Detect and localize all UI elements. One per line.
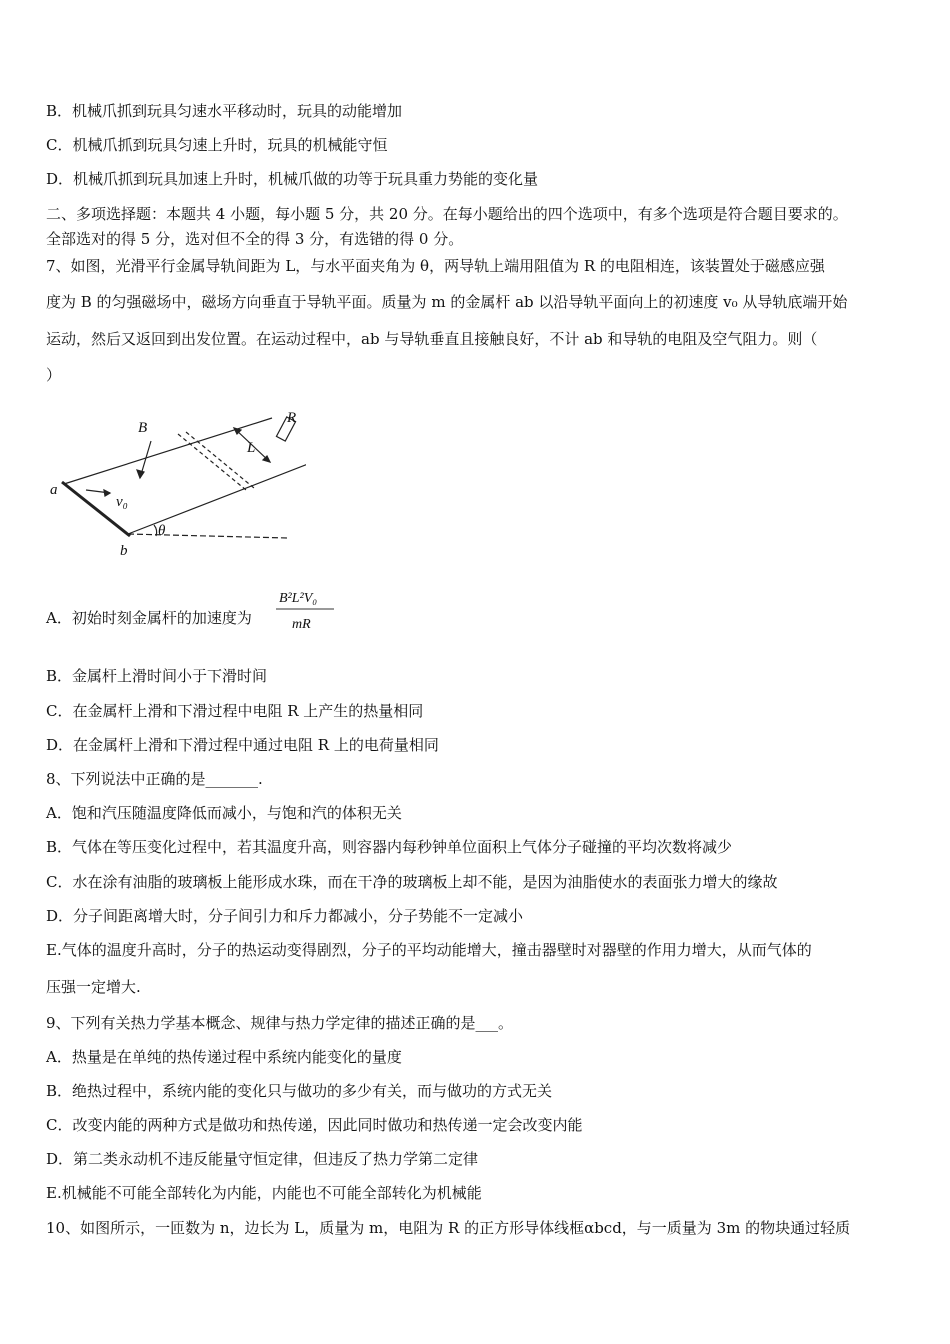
option-b-q7: B．金属杆上滑时间小于下滑时间 <box>46 667 268 685</box>
option-b-q8: B．气体在等压变化过程中，若其温度升高，则容器内每秒钟单位面积上气体分子碰撞的平均次数将减少 <box>46 838 733 856</box>
label-r: R <box>287 410 297 426</box>
formula-denominator: mR <box>292 617 311 632</box>
formula-numerator: B²L²V₀ <box>279 591 318 606</box>
question-9: 9、下列有关热力学基本概念、规律与热力学定律的描述正确的是___。 <box>46 1014 514 1032</box>
question-7-line-4: ） <box>46 366 62 384</box>
label-b-end: b <box>120 543 128 559</box>
label-b-field: B <box>138 420 148 436</box>
option-e-q8-line-2: 压强一定增大. <box>46 978 141 996</box>
section-note: 全部选对的得 5 分，选对但不全的得 3 分，有选错的得 0 分。 <box>46 230 464 248</box>
question-7-line-1: 7、如图，光滑平行金属导轨间距为 L，与水平面夹角为 θ，两导轨上端用阻值为 R 的电阻相连，该装置处于磁感应强 <box>46 257 825 275</box>
option-c-q9: C．改变内能的两种方式是做功和热传递，因此同时做功和热传递一定会改变内能 <box>46 1116 583 1134</box>
question-8: 8、下列说法中正确的是_______. <box>46 770 263 788</box>
option-d-q9: D．第二类永动机不违反能量守恒定律，但违反了热力学第二定律 <box>46 1150 479 1168</box>
rail-diagram <box>46 402 306 562</box>
option-e-q9: E.机械能不可能全部转化为内能，内能也不可能全部转化为机械能 <box>46 1184 482 1202</box>
question-7-line-2: 度为 B 的匀强磁场中，磁场方向垂直于导轨平面。质量为 m 的金属杆 ab 以沿导轨平面向上的初速度 v₀ 从导轨底端开始 <box>46 293 848 311</box>
label-v0: v₀ <box>116 494 128 510</box>
option-c-q6: C．机械爪抓到玩具匀速上升时，玩具的机械能守恒 <box>46 136 388 154</box>
acceleration-formula <box>274 584 336 634</box>
label-l: L <box>247 440 256 456</box>
label-theta: θ <box>158 523 166 539</box>
option-b-q6: B．机械爪抓到玩具匀速水平移动时，玩具的动能增加 <box>46 102 403 120</box>
option-a-q7: A．初始时刻金属杆的加速度为 <box>46 609 252 627</box>
option-e-q8-line-1: E.气体的温度升高时，分子的热运动变得剧烈，分子的平均动能增大，撞击器壁时对器壁的作用力增大，从而气体的 <box>46 941 812 959</box>
question-7-line-3: 运动，然后又返回到出发位置。在运动过程中，ab 与导轨垂直且接触良好，不计 ab 和导轨的电阻及空气阻力。则（ <box>46 330 818 348</box>
option-b-q9: B．绝热过程中，系统内能的变化只与做功的多少有关，而与做功的方式无关 <box>46 1082 553 1100</box>
label-a: a <box>50 482 58 498</box>
option-c-q8: C．水在涂有油脂的玻璃板上能形成水珠，而在干净的玻璃板上却不能，是因为油脂使水的表面张力增大的缘故 <box>46 873 778 891</box>
section-heading: 二、多项选择题：本题共 4 小题，每小题 5 分，共 20 分。在每小题给出的四个选项中，有多个选项是符合题目要求的。 <box>46 205 848 223</box>
option-d-q6: D．机械爪抓到玩具加速上升时，机械爪做的功等于玩具重力势能的变化量 <box>46 170 539 188</box>
question-10: 10、如图所示，一匝数为 n，边长为 L，质量为 m，电阻为 R 的正方形导体线框αbcd，与一质量为 3m 的物块通过轻质 <box>46 1219 851 1237</box>
option-a-q9: A．热量是在单纯的热传递过程中系统内能变化的量度 <box>46 1048 402 1066</box>
option-d-q8: D．分子间距离增大时，分子间引力和斥力都减小，分子势能不一定减小 <box>46 907 524 925</box>
option-c-q7: C．在金属杆上滑和下滑过程中电阻 R 上产生的热量相同 <box>46 702 424 720</box>
option-a-q8: A．饱和汽压随温度降低而减小，与饱和汽的体积无关 <box>46 804 402 822</box>
option-d-q7: D．在金属杆上滑和下滑过程中通过电阻 R 上的电荷量相同 <box>46 736 439 754</box>
